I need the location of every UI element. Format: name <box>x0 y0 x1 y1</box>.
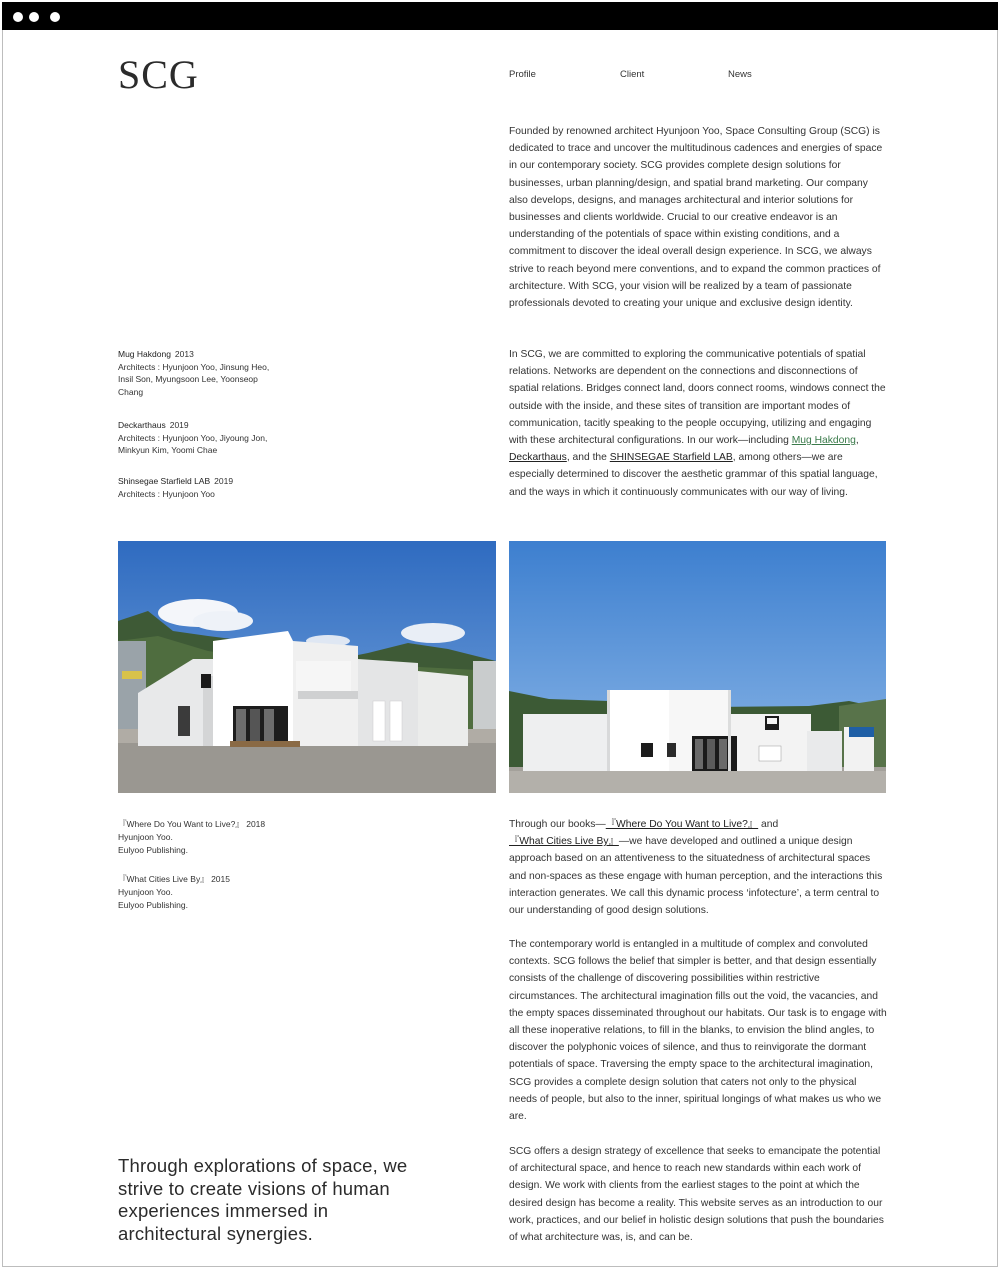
shinsegae-starfield-link[interactable]: SHINSEGAE Starfield LAB <box>609 452 733 464</box>
project-year: 2019 <box>214 476 234 486</box>
browser-title-bar <box>2 2 998 30</box>
relations-text: , among others—we are especially determined to discover the aesthetic grammar of this spatial language, and the ways in which it continuously communicates with our way of living. <box>509 452 878 498</box>
mug-hakdong-photo[interactable] <box>118 541 496 793</box>
tagline: Through explorations of space, we strive to create visions of human experiences immersed in architectural synergies. <box>118 1155 408 1244</box>
site-logo[interactable]: SCG <box>118 52 199 97</box>
strategy-paragraph: SCG offers a design strategy of excellence that seeks to emancipate the potential of architectural space, and hence to reach new standards within each work of design. We work with clients from the earliest stages to the point at which the desired design has become a reality. This website serves as an introduction to our work, practices, and our belief in holistic design solutions that push the boundaries of what architecture was, is, and can be. <box>509 1146 884 1244</box>
project-credits: Architects : Hyunjoon Yoo, Jinsung Heo, Insil Son, Myungsoon Lee, Yoonseop Chang <box>118 361 270 397</box>
books-text: and <box>758 819 779 830</box>
book-caption-where-do-you-want-to-live <box>118 818 318 856</box>
relations-text: , and the <box>566 452 610 464</box>
nav-client-link[interactable]: Client <box>620 69 645 80</box>
project-credits: Architects : Hyunjoon Yoo, Jiyoung Jon, Minkyun Kim, Yoomi Chae <box>118 432 268 455</box>
window-dot-icon[interactable] <box>50 12 60 22</box>
books-text: —we have developed and outlined a unique design approach based on an attentiveness to the situatedness of architectural spaces and non-spaces as these engage with human perception, and the interactions this interaction generates. We call this dynamic process ‘infotecture’, a term central to our understanding of good design solutions. <box>509 836 883 917</box>
book-author: Hyunjoon Yoo. <box>118 831 173 842</box>
nav-news-link[interactable]: News <box>728 69 752 80</box>
book-title: 『What Cities Live By』 <box>118 874 209 884</box>
intro-paragraph: Founded by renowned architect Hyunjoon Yoo, Space Consulting Group (SCG) is dedicated to trace and uncover the multitudinous cadences and energies of space in our contemporary society. SCG provides complete design solutions for businesses, urban planning/design, and spatial brand marketing. Our company also develops, designs, and manages architectural and interior solutions for businesses and clients worldwide. Crucial to our creative endeavor is an understanding of the potentials of space within existing conditions, and a commitment to discover the ideal overall design experience. In SCG, we always strive to reach beyond mere conventions, and to expand the common practices of architecture. With SCG, your vision will be realized by a team of passionate professionals devoted to creating your unique and exclusive design identity. <box>509 126 883 310</box>
project-caption-deckarthaus <box>118 419 273 457</box>
relations-paragraph <box>509 346 887 501</box>
project-year: 2019 <box>169 420 189 430</box>
project-credits: Architects : Hyunjoon Yoo <box>118 488 215 499</box>
world-paragraph: The contemporary world is entangled in a multitude of complex and convoluted contexts. SCG follows the belief that simpler is better, and that design essentially consists of the challenge of discovering possibilities within restrictive circumstances. The architectural imagination fills out the void, the vacancies, and the empty spaces disseminated throughout our habitats. Our task is to engage with all these inoperative relations, to fill in the blanks, to envision the blind angles, to discover the polyphonic voices of silence, and thus to reinvigorate the dormant potentials of space. Traversing the empty space to the architectural imagination, SCG provides a complete design solution that caters not only to the physical needs of people, but also to the inner, spiritual longings of what makes us who we are. <box>509 939 887 1123</box>
book-year: 2015 <box>211 874 230 884</box>
deckarthaus-photo[interactable] <box>509 541 886 793</box>
project-year: 2013 <box>174 349 194 359</box>
nav-profile-link[interactable]: Profile <box>509 69 536 80</box>
book-year: 2018 <box>246 819 266 829</box>
book-caption-what-cities-live-by <box>118 873 318 911</box>
window-dot-icon[interactable] <box>29 12 39 22</box>
book-publisher: Eulyoo Publishing. <box>118 899 188 910</box>
relations-text: , <box>855 435 859 447</box>
project-name: Deckarthaus <box>118 420 166 430</box>
building-photo-image <box>118 541 496 793</box>
books-paragraph <box>509 816 887 919</box>
project-caption-mug-hakdong <box>118 348 278 398</box>
book-publisher: Eulyoo Publishing. <box>118 844 188 855</box>
window-dot-icon[interactable] <box>13 12 23 22</box>
mug-hakdong-link[interactable]: Mug Hakdong <box>791 435 856 447</box>
book-title: 『Where Do You Want to Live?』 <box>118 819 244 829</box>
book-author: Hyunjoon Yoo. <box>118 886 173 897</box>
project-name: Shinsegae Starfield LAB <box>118 476 211 486</box>
deckarthaus-link[interactable]: Deckarthaus <box>509 452 567 464</box>
relations-text: In SCG, we are committed to exploring the communicative potentials of spatial relations. Networks are dependent on the connections and disconnections of spatial relations. Bridges connect land, doors connect rooms, windows connect the outside with the inside, and these sites of transition are important modes of communication, tacitly speaking to the people occupying, utilizing and engaging with these architectural configurations. In our work—including <box>509 349 886 447</box>
books-text: Through our books— <box>509 819 606 830</box>
project-caption-starfield-lab <box>118 475 318 500</box>
where-do-you-want-to-live-link[interactable]: 『Where Do You Want to Live?』 <box>605 819 759 830</box>
building-photo-image <box>509 541 886 793</box>
what-cities-live-by-link[interactable]: 『What Cities Live By』 <box>509 836 619 848</box>
project-name: Mug Hakdong <box>118 349 171 359</box>
